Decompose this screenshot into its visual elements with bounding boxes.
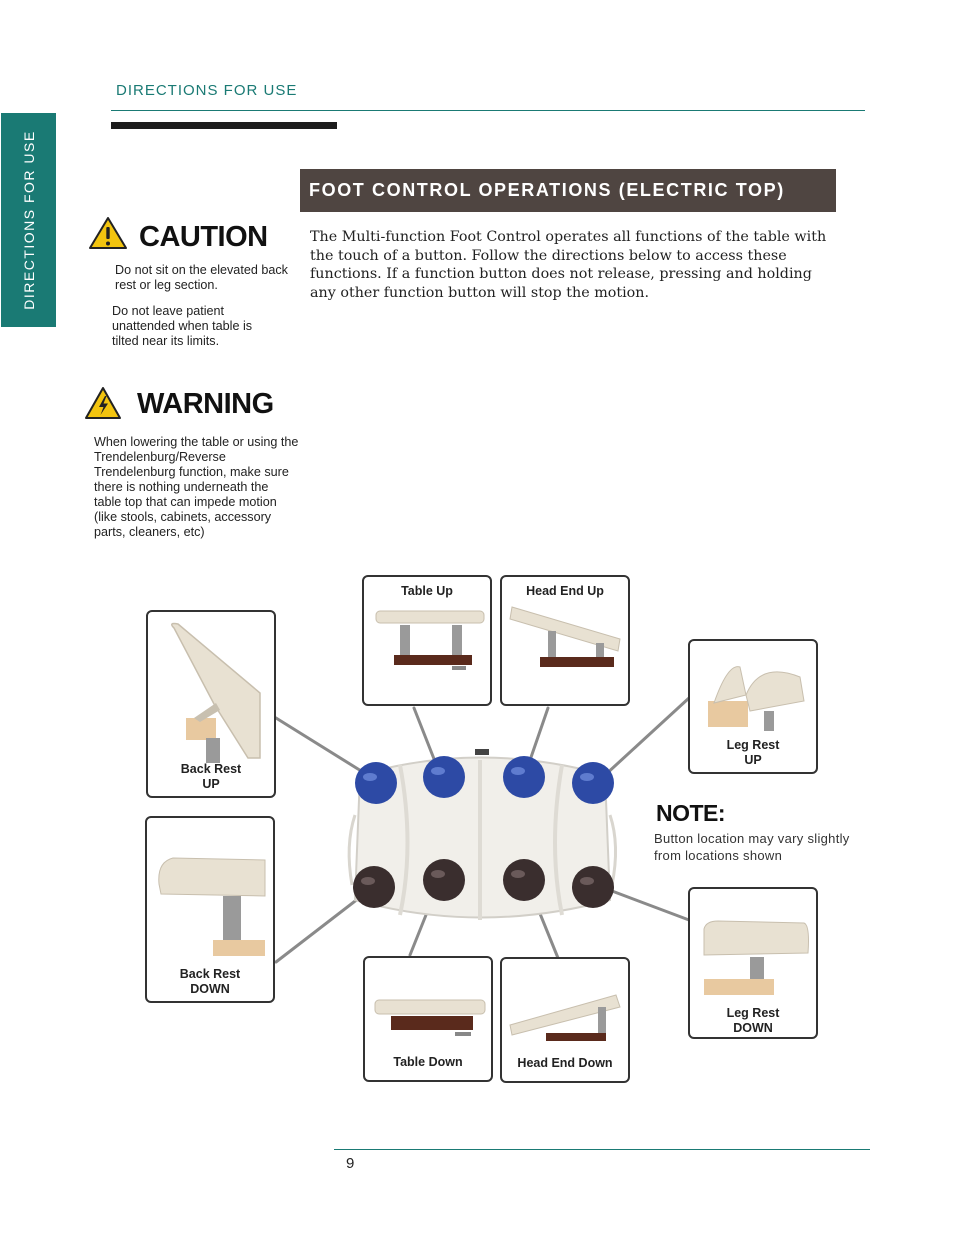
table-up-panel [362, 575, 492, 706]
head-end-down-panel [500, 957, 630, 1083]
table-down-label: Table Down [393, 1055, 463, 1069]
back-rest-up-illustration [154, 618, 268, 763]
page-number: 9 [346, 1155, 355, 1172]
foot-control-pedal [340, 745, 625, 930]
back-rest-down-illustration [153, 852, 267, 964]
back-rest-down-label: Back Rest DOWN [179, 967, 241, 996]
head-end-up-button [503, 756, 545, 798]
warning-text: When lowering the table or using the Trendelenburg/Reverse Trendelenburg function, make sure there is nothing underneath the table top that can impede motion (like stools, cabinets, accessory parts, cleaners, etc) [94, 435, 299, 539]
leg-rest-down-panel [688, 887, 818, 1039]
leg-rest-up-button [572, 762, 614, 804]
table-up-illustration [372, 603, 486, 675]
caution-title: CAUTION [139, 221, 268, 253]
caution-text-1: Do not sit on the elevated back rest or leg section. [115, 263, 288, 292]
side-tab-label: DIRECTIONS FOR USE [20, 130, 37, 310]
leg-rest-down-illustration [700, 919, 812, 1001]
header-label: DIRECTIONS FOR USE [116, 82, 298, 99]
head-end-down-label: Head End Down [517, 1056, 613, 1070]
note-title: NOTE: [656, 800, 726, 826]
leg-rest-down-button [572, 866, 614, 908]
back-rest-down-button [353, 866, 395, 908]
back-rest-down-panel [145, 816, 275, 1003]
table-down-button [423, 859, 465, 901]
head-end-up-label: Head End Up [526, 584, 604, 598]
head-end-down-illustration [506, 991, 626, 1051]
table-up-label: Table Up [401, 584, 453, 598]
leg-rest-up-label: Leg Rest UP [726, 738, 780, 767]
head-end-up-panel [500, 575, 630, 706]
head-end-down-button [503, 859, 545, 901]
back-rest-up-label: Back Rest UP [180, 762, 242, 791]
back-rest-up-panel [146, 610, 276, 798]
caution-text-2: Do not leave patient unattended when table is tilted near its limits. [112, 304, 253, 348]
back-rest-up-button [355, 762, 397, 804]
table-up-button [423, 756, 465, 798]
footer-rule [334, 1149, 870, 1150]
leg-rest-up-panel [688, 639, 818, 774]
head-end-up-illustration [508, 601, 626, 673]
note-text: Button location may vary slightly from locations shown [654, 831, 850, 863]
table-down-illustration [371, 994, 489, 1044]
intro-paragraph: The Multi-function Foot Control operates all functions of the table with the touch of a button. Follow the directions below to access these functions. If a function button does not release, pressing and holding any other function button will stop the motion. [310, 229, 827, 301]
leg-rest-down-label: Leg Rest DOWN [726, 1006, 780, 1035]
section-title: FOOT CONTROL OPERATIONS (ELECTRIC TOP) [309, 180, 785, 200]
warning-title: WARNING [137, 388, 274, 420]
table-down-panel [363, 956, 493, 1082]
leg-rest-up-illustration [700, 655, 810, 737]
